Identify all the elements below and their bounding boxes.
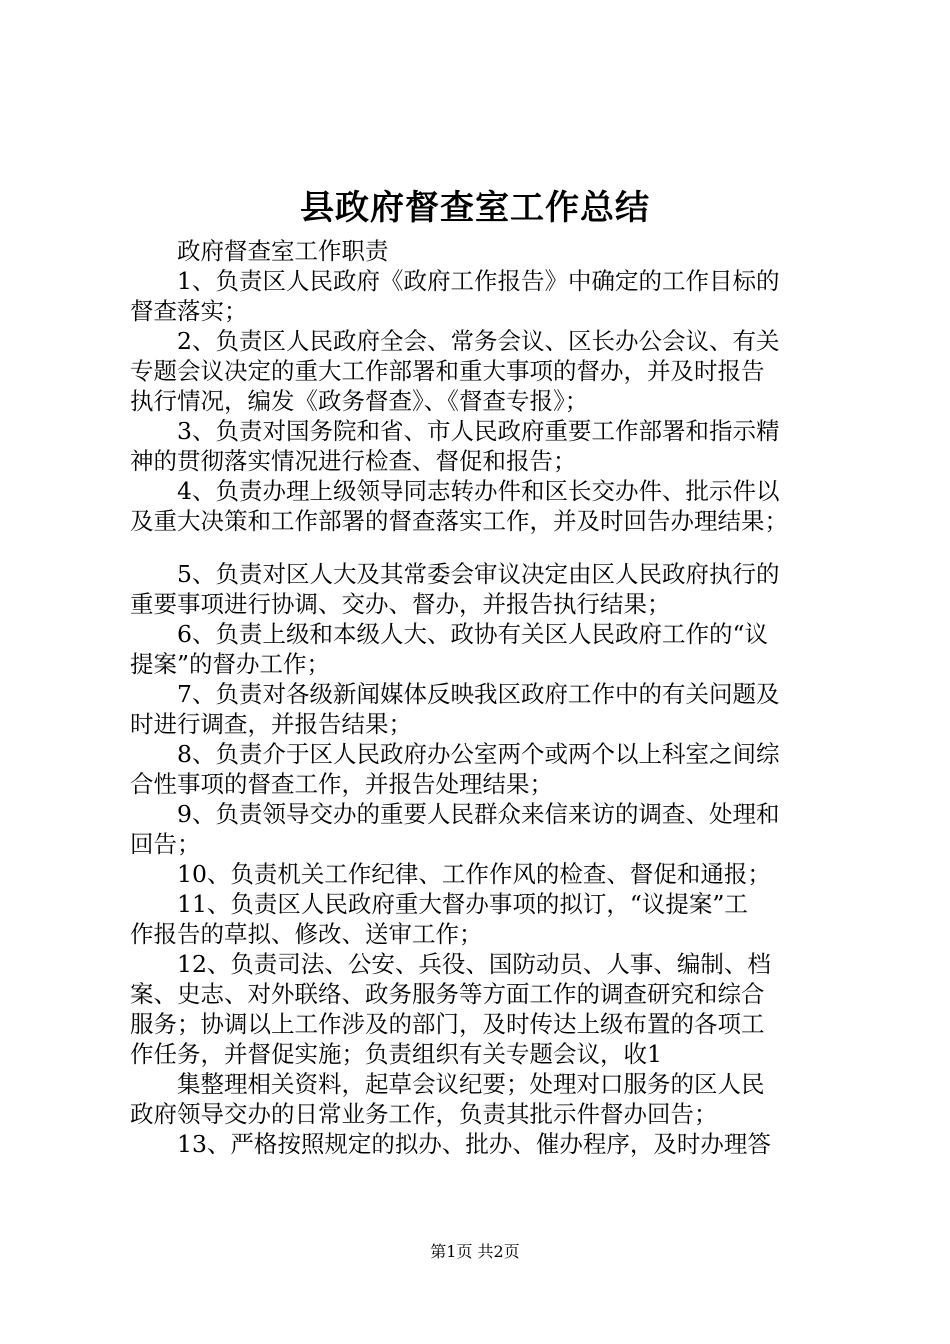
text-line: 案、史志、对外联络、政务服务等方面工作的调查研究和综合 bbox=[130, 980, 765, 1008]
text-line: 5、负责对区人大及其常委会审议决定由区人民政府执行的 bbox=[177, 560, 780, 588]
text-line: 神的贯彻落实情况进行检查、督促和报告； bbox=[130, 447, 577, 475]
text-line: 及重大决策和工作部署的督查落实工作，并及时回告办理结果； bbox=[130, 507, 788, 535]
text-line: 提案”的督办工作； bbox=[130, 650, 331, 678]
document-title: 县政府督查室工作总结 bbox=[300, 188, 650, 228]
text-line: 13、严格按照规定的拟办、批办、催办程序，及时办理答 bbox=[177, 1130, 771, 1158]
text-line: 11、负责区人民政府重大督办事项的拟订，“议提案”工 bbox=[177, 890, 748, 918]
text-line: 10、负责机关工作纪律、工作作风的检查、督促和通报； bbox=[177, 860, 771, 888]
text-line: 专题会议决定的重大工作部署和重大事项的督办，并及时报告 bbox=[130, 357, 765, 385]
text-line: 政府领导交办的日常业务工作，负责其批示件督办回告； bbox=[130, 1100, 718, 1128]
text-line: 作报告的草拟、修改、送审工作； bbox=[130, 920, 483, 948]
text-line: 作任务，并督促实施；负责组织有关专题会议，收1 bbox=[130, 1040, 662, 1068]
text-line: 回告； bbox=[130, 830, 201, 858]
text-line: 4、负责办理上级领导同志转办件和区长交办件、批示件以 bbox=[177, 477, 780, 505]
text-line: 8、负责介于区人民政府办公室两个或两个以上科室之间综 bbox=[177, 740, 780, 768]
document-body bbox=[130, 236, 842, 1159]
text-line: 政府督查室工作职责 bbox=[177, 237, 389, 265]
text-line: 6、负责上级和本级人大、政协有关区人民政府工作的“议 bbox=[177, 620, 768, 648]
text-line: 时进行调查，并报告结果； bbox=[130, 710, 412, 738]
text-line: 督查落实； bbox=[130, 297, 248, 325]
text-line: 重要事项进行协调、交办、督办，并报告执行结果； bbox=[130, 590, 671, 618]
page-footer: 第1页 共2页 bbox=[430, 1242, 520, 1261]
text-line: 2、负责区人民政府全会、常务会议、区长办公会议、有关 bbox=[177, 327, 780, 355]
text-line: 合性事项的督查工作，并报告处理结果； bbox=[130, 770, 553, 798]
text-line: 服务；协调以上工作涉及的部门，及时传达上级布置的各项工 bbox=[130, 1010, 765, 1038]
text-line: 3、负责对国务院和省、市人民政府重要工作部署和指示精 bbox=[177, 417, 780, 445]
text-line: 1、负责区人民政府《政府工作报告》中确定的工作目标的 bbox=[177, 267, 780, 295]
text-line: 12、负责司法、公安、兵役、国防动员、人事、编制、档 bbox=[177, 950, 771, 978]
text-line: 执行情况，编发《政务督查》、《督查专报》； bbox=[130, 387, 589, 415]
text-line: 7、负责对各级新闻媒体反映我区政府工作中的有关问题及 bbox=[177, 680, 780, 708]
paragraph-gap bbox=[130, 536, 842, 559]
text-line: 集整理相关资料，起草会议纪要；处理对口服务的区人民 bbox=[177, 1070, 765, 1098]
text-line: 9、负责领导交办的重要人民群众来信来访的调查、处理和 bbox=[177, 800, 780, 828]
